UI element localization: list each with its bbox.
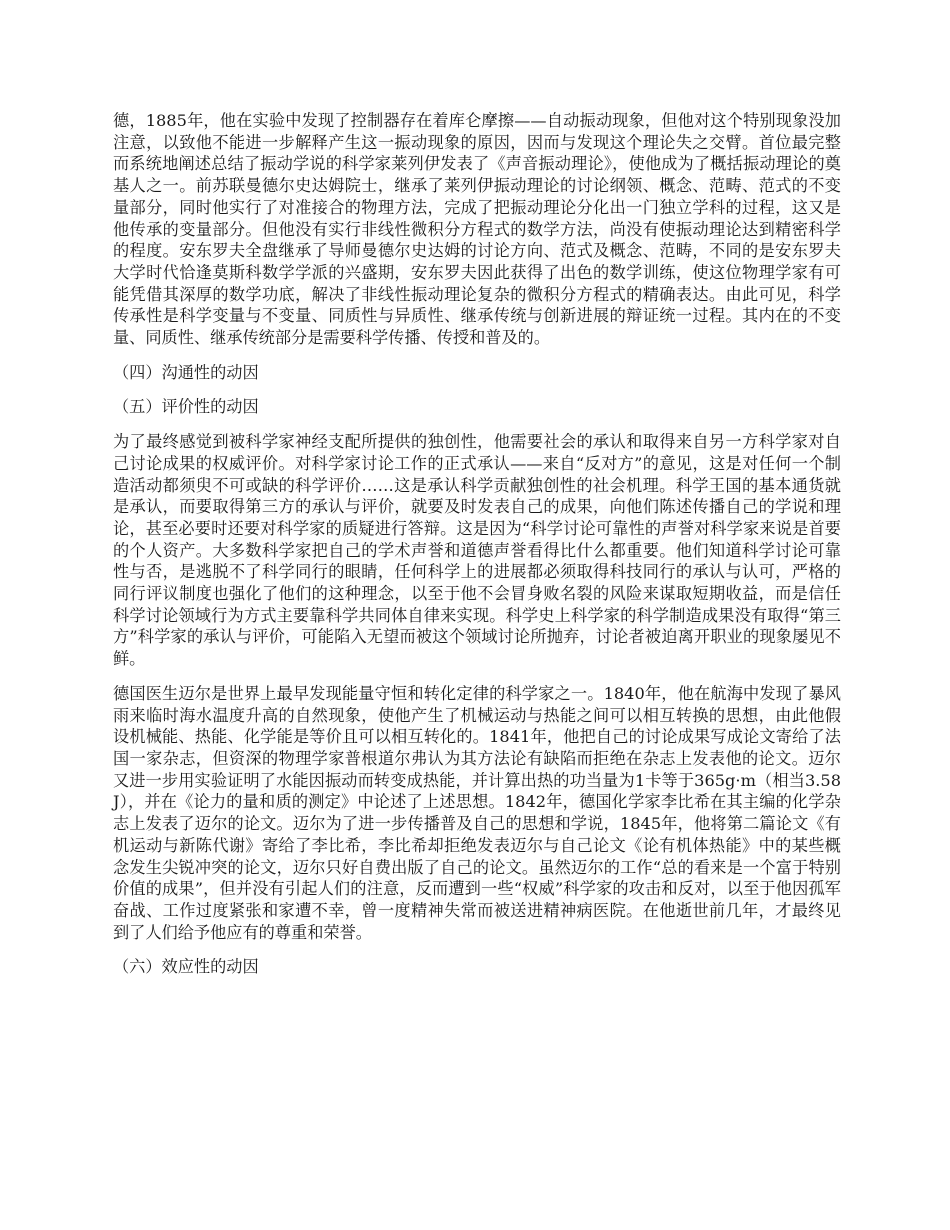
section-heading-evaluation: （五）评价性的动因	[113, 397, 259, 417]
section-heading-communication: （四）沟通性的动因	[113, 362, 259, 382]
section-heading-effect: （六）效应性的动因	[113, 957, 259, 977]
paragraph-scientific-inheritance: 德，1885年，他在实验中发现了控制器存在着库仑摩擦——自动振动现象，但他对这个特别现象没加注意，以致他不能进一步解释产生这一振动现象的原因，因而与发现这个理论失之交臂。首位最完整而系统地阐述总结了振动学说的科学家莱列伊发表了《声音振动理论》，使他成为了概括振动理论的奠基人之一。前苏联曼德尔史达姆院士，继承了莱列伊振动理论的讨论纲领、概念、范畴、范式的不变量部分，同时他实行了对准接合的物理方法，完成了把振动理论分化出一门独立学科的过程，这又是他传承的变量部分。但他没有实行非线性微积分方程式的数学方法，尚没有使振动理论达到精密科学的程度。安东罗夫全盘继承了导师曼德尔史达姆的讨论方向、范式及概念、范畴，不同的是安东罗夫大学时代恰逢莫斯科数学学派的兴盛期，安东罗夫因此获得了出色的数学训练，使这位物理学家有可能凭借其深厚的数学功底，解决了非线性振动理论复杂的微积分方程式的精确表达。由此可见，科学传承性是科学变量与不变量、同质性与异质性、继承传统与创新进展的辩证统一过程。其内在的不变量、同质性、继承传统部分是需要科学传播、传授和普及的。	[113, 111, 841, 348]
paragraph-peer-recognition: 为了最终感觉到被科学家神经支配所提供的独创性，他需要社会的承认和取得来自另一方科学家对自己讨论成果的权威评价。对科学家讨论工作的正式承认——来自“反对方”的意见，这是对任何一个制造活动都须臾不可或缺的科学评价……这是承认科学贡献独创性的社会机理。科学王国的基本通货就是承认，而要取得第三方的承认与评价，就要及时发表自己的成果，向他们陈述传播自己的学说和理论，甚至必要时还要对科学家的质疑进行答辩。这是因为“科学讨论可靠性的声誉对科学家来说是首要的个人资产。大多数科学家把自己的学术声誉和道德声誉看得比什么都重要。他们知道科学讨论可靠性与否，是逃脱不了科学同行的眼睛，任何科学上的进展都必须取得科技同行的承认与认可，严格的同行评议制度也强化了他们的这种理念，以至于他不会冒身败名裂的风险来谋取短期收益，而是信任科学讨论领域行为方式主要靠科学共同体自律来实现。科学史上科学家的科学制造成果没有取得“第三方”科学家的承认与评价，可能陷入无望而被这个领域讨论所抛弃，讨论者被迫离开职业的现象屡见不鲜。	[113, 432, 841, 669]
document-page	[113, 110, 841, 991]
paragraph-mayer-story: 德国医生迈尔是世界上最早发现能量守恒和转化定律的科学家之一。1840年，他在航海中发现了暴风雨来临时海水温度升高的自然现象，使他产生了机械运动与热能之间可以相互转换的思想，由此他假设机械能、热能、化学能是等价且可以相互转化的。1841年，他把自己的讨论成果写成论文寄给了法国一家杂志，但资深的物理学家普根道尔弗认为其方法论有缺陷而拒绝在杂志上发表他的论文。迈尔又进一步用实验证明了水能因振动而转变成热能，并计算出热的功当量为1卡等于365g·m（相当3.58J），并在《论力的量和质的测定》中论述了上述思想。1842年，德国化学家李比希在其主编的化学杂志上发表了迈尔的论文。迈尔为了进一步传播普及自己的思想和学说，1845年，他将第二篇论文《有机运动与新陈代谢》寄给了李比希，李比希却拒绝发表迈尔与自己论文《论有机体热能》中的某些概念发生尖锐冲突的论文，迈尔只好自费出版了自己的论文。虽然迈尔的工作“总的看来是一个富于特别价值的成果”，但并没有引起人们的注意，反而遭到一些“权威”科学家的攻击和反对，以至于他因孤军奋战、工作过度紧张和家遭不幸，曾一度精神失常而被送进精神病医院。在他逝世前几年，才最终见到了人们给予他应有的尊重和荣誉。	[113, 683, 841, 942]
